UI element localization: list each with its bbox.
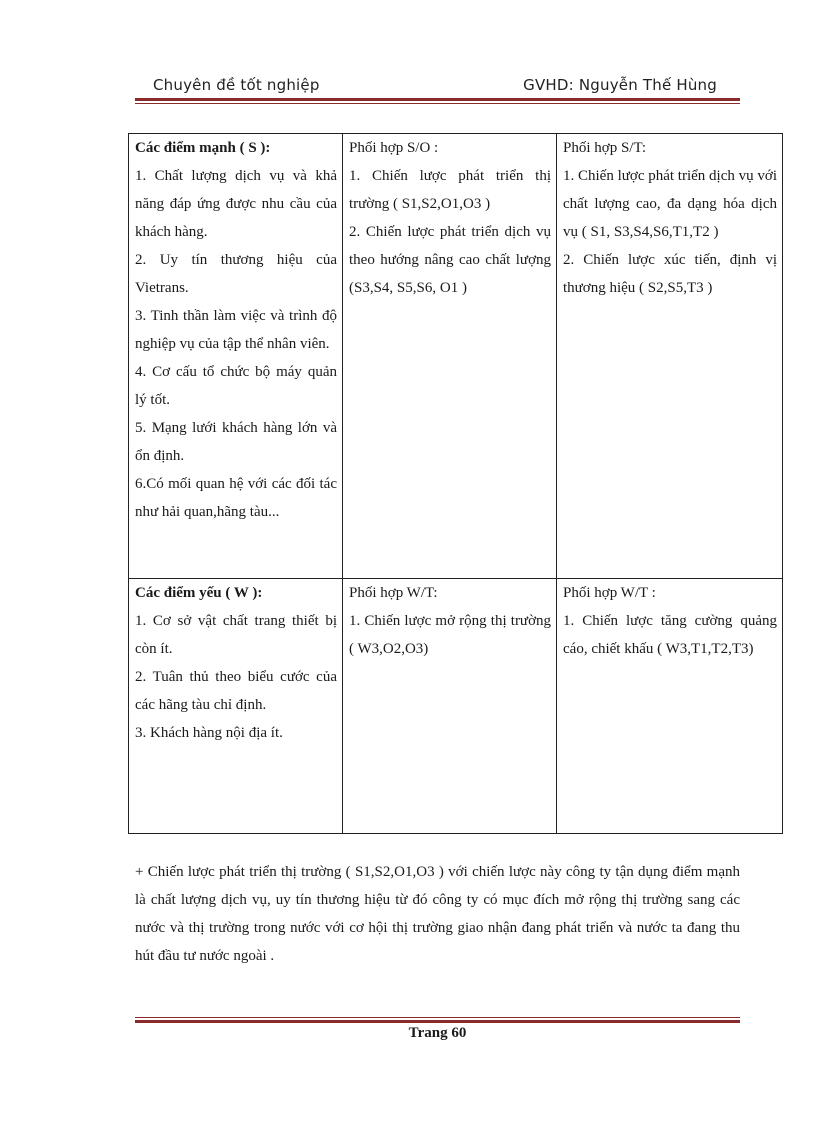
supervisor-name: GVHD: Nguyễn Thế Hùng — [523, 76, 717, 94]
header-divider — [135, 98, 740, 104]
cell-list-item: 1. Chiến lược phát triển dịch vụ với chất lượng cao, đa dạng hóa dịch vụ ( S1, S3,S4,S6,T1,T2 ) — [563, 168, 777, 240]
table-row — [129, 579, 783, 834]
cell-list-item: 1. Chất lượng dịch vụ và khả năng đáp ứng được nhu cầu của khách hàng. — [135, 168, 337, 240]
table-cell — [557, 134, 783, 579]
cell-heading: Phối hợp S/T: — [563, 140, 647, 156]
page-header — [135, 74, 739, 98]
table-cell — [343, 134, 557, 579]
cell-heading: Phối hợp W/T: — [349, 585, 438, 601]
cell-list-item: 1. Cơ sở vật chất trang thiết bị còn ít. — [135, 613, 337, 657]
cell-heading: Các điểm yếu ( W ): — [135, 585, 263, 601]
cell-list-item: 2. Chiến lược phát triển dịch vụ theo hướng nâng cao chất lượng (S3,S4, S5,S6, O1 ) — [349, 224, 551, 296]
footer-divider — [135, 1017, 740, 1023]
page-number: Trang 60 — [408, 1025, 467, 1041]
document-title: Chuyên đề tốt nghiệp — [153, 76, 320, 94]
cell-heading: Các điểm mạnh ( S ): — [135, 140, 271, 156]
table-cell — [557, 579, 783, 834]
cell-list-item: 3. Khách hàng nội địa ít. — [135, 725, 283, 741]
cell-list-item: 5. Mạng lưới khách hàng lớn và ổn định. — [135, 420, 337, 464]
table-cell — [129, 134, 343, 579]
cell-list-item: 1. Chiến lược phát triển thị trường ( S1,S2,O1,O3 ) — [349, 168, 551, 212]
swot-matrix-table — [128, 133, 783, 834]
cell-list-item: 2. Tuân thủ theo biểu cước của các hãng tàu chỉ định. — [135, 669, 337, 713]
cell-heading: Phối hợp W/T : — [563, 585, 656, 601]
cell-list-item: 6.Có mối quan hệ với các đối tác như hải quan,hãng tàu... — [135, 476, 337, 520]
table-cell — [343, 579, 557, 834]
strategy-paragraph: + Chiến lược phát triển thị trường ( S1,S2,O1,O3 ) với chiến lược này công ty tận dụng điểm mạnh là chất lượng dịch vụ, uy tín thương hiệu từ đó công ty có mục đích mở rộng thị trường sang các nước và thị trường trong nước với cơ hội thị trường giao nhận đang phát triển và nước ta đang thu hút đầu tư nước ngoài . — [135, 864, 740, 964]
table-cell — [129, 579, 343, 834]
cell-list-item: 2. Chiến lược xúc tiến, định vị thương hiệu ( S2,S5,T3 ) — [563, 252, 777, 296]
cell-list-item: 4. Cơ cấu tổ chức bộ máy quản lý tốt. — [135, 364, 337, 408]
cell-list-item: 2. Uy tín thương hiệu của Vietrans. — [135, 252, 337, 296]
cell-list-item: 1. Chiến lược tăng cường quảng cáo, chiết khấu ( W3,T1,T2,T3) — [563, 613, 777, 657]
cell-list-item: 1. Chiến lược mở rộng thị trường ( W3,O2,O3) — [349, 613, 551, 657]
cell-list-item: 3. Tinh thần làm việc và trình độ nghiệp vụ của tập thể nhân viên. — [135, 308, 337, 352]
table-row — [129, 134, 783, 579]
cell-heading: Phối hợp S/O : — [349, 140, 439, 156]
